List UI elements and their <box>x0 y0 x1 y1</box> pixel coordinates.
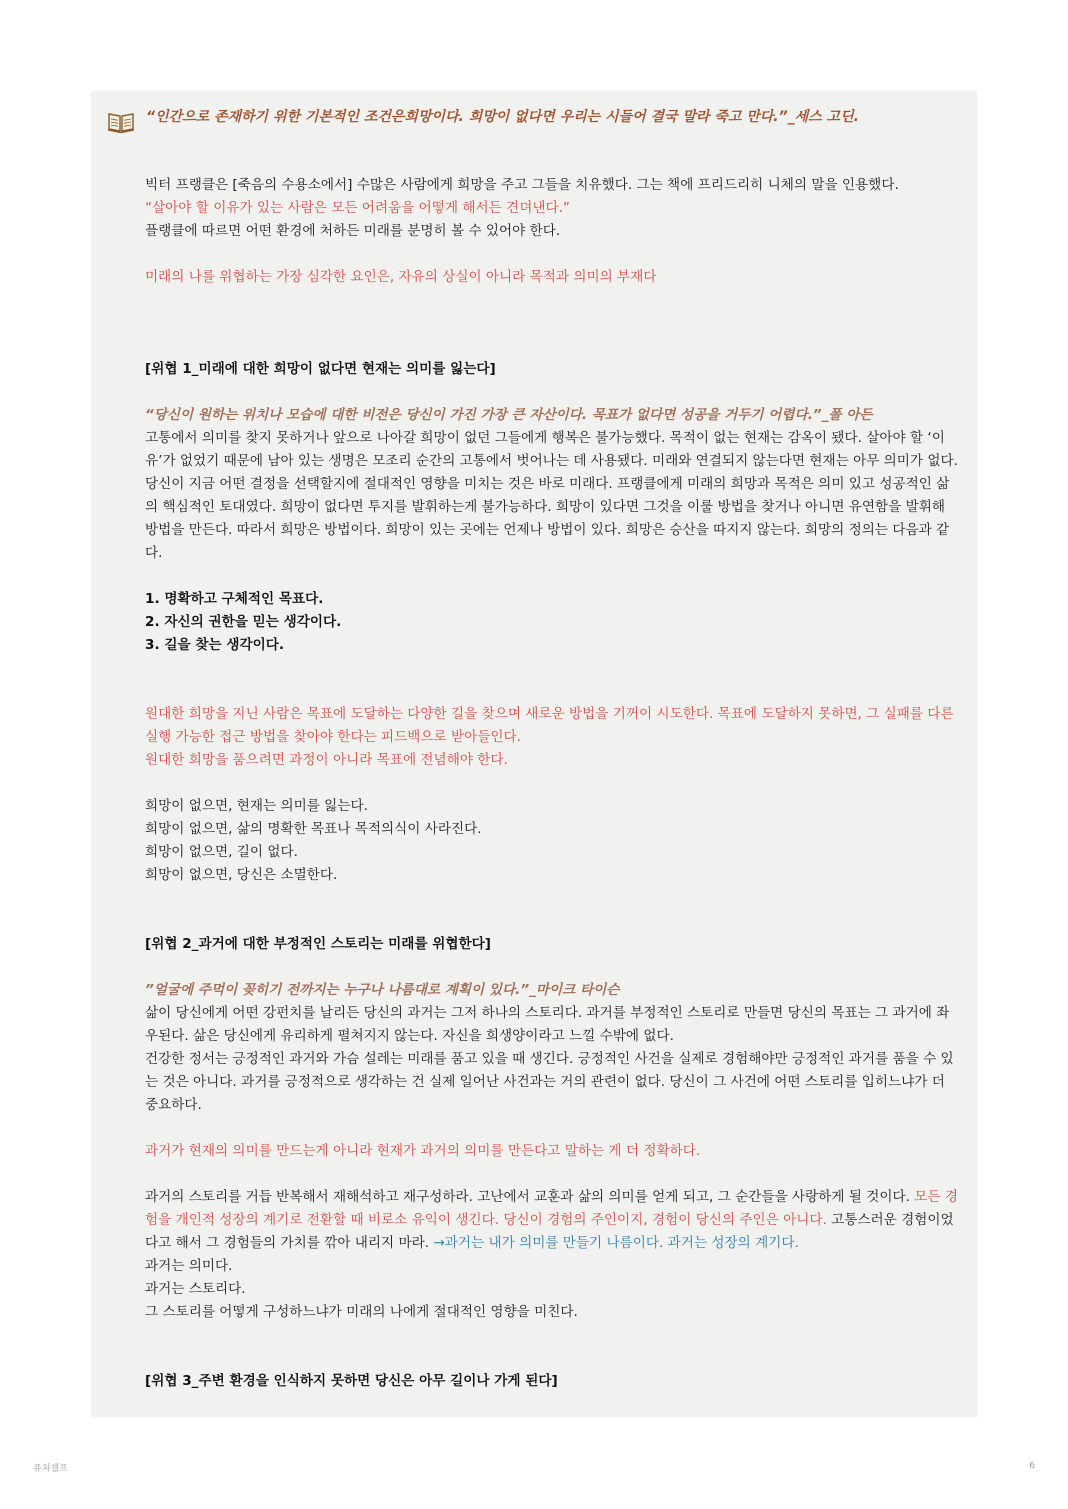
intro-line: 빅터 프랭클은 [죽음의 수용소에서] 수많은 사람에게 희망을 주고 그들을 치유했다. 그는 책에 프리드리히 니체의 말을 인용했다. <box>145 177 899 193</box>
paragraph-text: 고통스러운 경험이었다고 해서 그 경험들의 가치를 깎아 내리지 마라. <box>145 1212 954 1251</box>
statement-line: 그 스토리를 어떻게 구성하느냐가 미래의 나에게 절대적인 영향을 미친다. <box>145 1304 578 1320</box>
section-heading-threat-3: [위협 3_주변 환경을 인식하지 못하면 당신은 아무 길이나 가게 된다] <box>145 1373 558 1389</box>
intro-line: 플랭클에 따르면 어떤 환경에 처하든 미래를 분명히 볼 수 있어야 한다. <box>145 223 561 239</box>
paragraph-text: 과거의 스토리를 거듭 반복해서 재해석하고 재구성하라. 고난에서 교훈과 삶의 의미를 얻게 되고, 그 순간들을 사랑하게 될 것이다. <box>145 1189 915 1205</box>
list-item: 2. 자신의 권한을 믿는 생각이다. <box>145 614 342 630</box>
statement-line: 희망이 없으면, 당신은 소멸한다. <box>145 867 338 883</box>
footer-title: 퓨처셀프 <box>33 1464 68 1474</box>
body-paragraph: 건강한 정서는 긍정적인 과거와 가슴 설레는 미래를 품고 있을 때 생긴다. 긍정적인 사건을 실제로 경험해야만 긍정적인 과거를 품을 수 있는 것은 아니다. 과거를 긍정적으로 생각하는 건 실제 일어난 사건과는 거의 관련이 없다. 당신이 그 사건에 어떤 스토리를 입히느냐가 더 중요하다. <box>145 1051 954 1113</box>
paragraph-highlight: 모든 경험을 개인적 성장의 계기로 전환할 때 비로소 유익이 생긴다. 당신이 경험의 주인이지, 경험이 당신의 주인은 아니다. <box>145 1189 958 1228</box>
highlight-paragraph: 과거가 현재의 의미를 만드는게 아니라 현재가 과거의 의미를 만든다고 말하는 게 더 정확하다. <box>145 1143 701 1159</box>
paragraph-note: →과거는 내가 의미를 만들기 나름이다. 과거는 성장의 계기다. <box>433 1235 799 1251</box>
statement-line: 희망이 없으면, 길이 없다. <box>145 844 298 860</box>
page-number: 6 <box>1029 1461 1035 1471</box>
section-heading-threat-1: [위협 1_미래에 대한 희망이 없다면 현재는 의미를 잃는다] <box>145 361 496 377</box>
list-item: 1. 명확하고 구체적인 목표다. <box>145 591 324 607</box>
statement-line: 과거는 의미다. <box>145 1258 233 1274</box>
callout-quote: “인간으로 존재하기 위한 기본적인 조건은희망이다. 희망이 없다면 우리는 시들어 결국 말라 죽고 만다.”_세스 고딘. <box>146 109 859 125</box>
statement-line: 희망이 없으면, 삶의 명확한 목표나 목적의식이 사라진다. <box>145 821 482 837</box>
section-quote: ”얼굴에 주먹이 꽂히기 전까지는 누구나 나름대로 계획이 있다.”_마이크 타이슨 <box>145 982 620 998</box>
mixed-paragraph <box>145 1186 961 1255</box>
body-paragraph: 고통에서 의미를 찾지 못하거나 앞으로 나아갈 희망이 없던 그들에게 행복은 불가능했다. 목적이 없는 현재는 감옥이 됐다. 살아야 할 ‘이유’가 없었기 때문에 남아 있는 생명은 모조리 순간의 고통에서 벗어나는 데 사용됐다. 미래와 연결되지 않는다면 현재는 아무 의미가 없다. 당신이 지금 어떤 결정을 선택할지에 절대적인 영향을 미치는 것은 바로 미래다. 프랭클에게 미래의 희망과 목적은 의미 있고 성공적인 삶의 핵심적인 토대였다. 희망이 없다면 투지를 발휘하는게 불가능하다. 희망이 있다면 그것을 이룰 방법을 찾거나 아니면 유연함을 발휘해 방법을 만든다. 따라서 희망은 방법이다. 희망이 있는 곳에는 언제나 방법이 있다. 희망은 승산을 따지지 않는다. 희망의 정의는 다음과 같다. <box>145 430 958 561</box>
highlight-paragraph: 원대한 희망을 지닌 사람은 목표에 도달하는 다양한 길을 찾으며 새로운 방법을 기꺼이 시도한다. 목표에 도달하지 못하면, 그 실패를 다른 실행 가능한 접근 방법을 찾아야 한다는 피드백으로 받아들인다. <box>145 706 954 745</box>
statement-line: 희망이 없으면, 현재는 의미를 잃는다. <box>145 798 368 814</box>
open-book-icon <box>107 110 135 134</box>
intro-highlight: 미래의 나를 위협하는 가장 심각한 요인은, 자유의 상실이 아니라 목적과 의미의 부재다 <box>145 269 657 285</box>
intro-quote: “살아야 할 이유가 있는 사람은 모든 어려움을 어떻게 해서든 견뎌낸다.” <box>145 200 570 216</box>
section-heading-threat-2: [위협 2_과거에 대한 부정적인 스토리는 미래를 위협한다] <box>145 936 491 952</box>
highlight-paragraph: 원대한 희망을 품으려면 과정이 아니라 목표에 전념해야 한다. <box>145 752 508 768</box>
list-item: 3. 길을 찾는 생각이다. <box>145 637 285 653</box>
page-content <box>145 174 961 1393</box>
statement-line: 과거는 스토리다. <box>145 1281 246 1297</box>
body-paragraph: 삶이 당신에게 어떤 강펀치를 날리든 당신의 과거는 그저 하나의 스토리다. 과거를 부정적인 스토리로 만들면 당신의 목표는 그 과거에 좌우된다. 삶은 당신에게 유리하게 펼쳐지지 않는다. 자신을 희생양이라고 느낄 수밖에 없다. <box>145 1005 950 1044</box>
section-quote: “당신이 원하는 위치나 모습에 대한 비전은 당신이 가진 가장 큰 자산이다. 목표가 없다면 성공을 거두기 어렵다.”_폴 아든 <box>145 407 873 423</box>
